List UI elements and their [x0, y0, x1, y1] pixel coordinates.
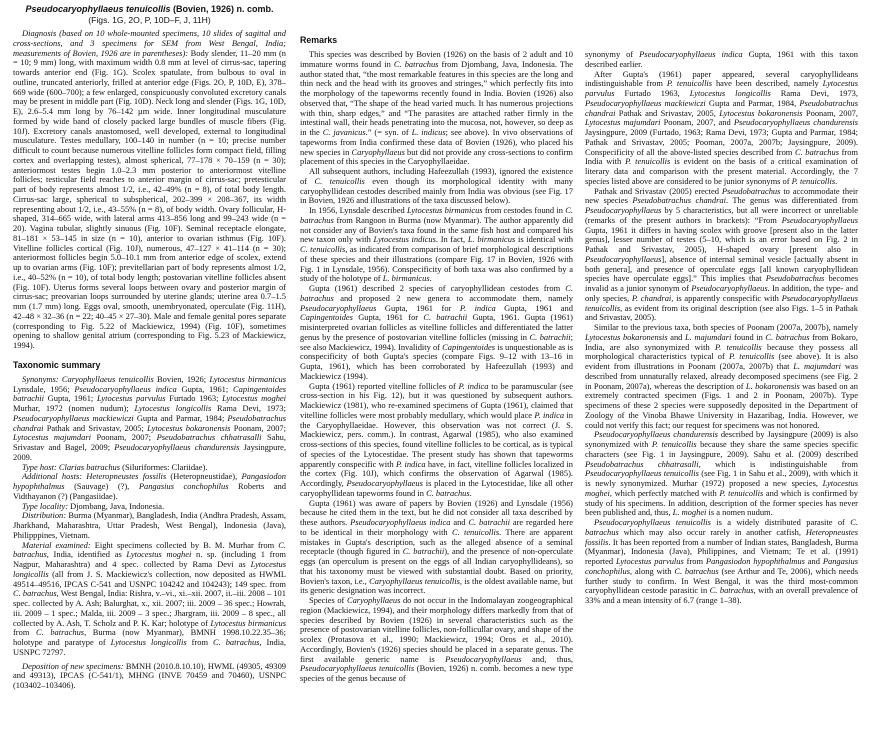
italic-text: L. majumdari [793, 361, 841, 371]
text-run: and which is confirmed by study of his specimens. In addition, description of the former species has never been published and, thus, [585, 487, 858, 518]
remarks-paragraph [585, 187, 858, 324]
text-run: have, in fact, vitelline follicles localized in the cortex (Fig. 10J), which confirms the observation of Agarwal (1985). Accordingly, [300, 458, 573, 488]
text-run: , which is indistinguishable from [698, 458, 858, 469]
italic-text: C. batrachus [585, 517, 858, 537]
text-run: is identical with [515, 234, 573, 245]
italic-text: Caryophyllaeus [351, 146, 405, 157]
italic-text: C. batrachus [709, 585, 754, 596]
text-run: from India with [585, 146, 858, 167]
italic-text: Distribution: [22, 510, 67, 521]
text-run: Gupta, 1961 with this taxon described earlier. [585, 49, 858, 69]
italic-text: Pseudobatrachus chhatrasalli [156, 432, 262, 443]
italic-text: C. batrachus [36, 627, 85, 638]
italic-text: Pseudobatrachus chhatrasalli [585, 458, 699, 469]
italic-text: P. tenuicollis [728, 351, 775, 362]
italic-text: Pseudocaryophyllaeus [300, 302, 377, 313]
species-title [13, 4, 286, 15]
text-run: and proposed 2 new genera to accommodate them, namely [333, 292, 573, 303]
text-run: , as indicated from comparison of brief morphological descriptions of these species and their illustrations (compare Fig. 17 in Bovien, 1926 with Fig. 1 in Lynsdale, 1956). Conspecificity of both taxa was also confirmed by a study of the holotype of [300, 244, 573, 284]
text-run: (Bovien, 1926) n. comb. becomes a new type species of the genus because of [300, 663, 573, 683]
text-run: Gupta (1961) reported vitelline follicles of [309, 380, 459, 391]
text-run: Eight specimens collected by B. M. Murhar from [90, 539, 279, 550]
remarks-paragraph [300, 206, 573, 284]
text-run: to be paramuscular (see cross-section in his Fig. 12), but it was questioned by subsequent authors. Mackiewicz (1981), who re-examined specimens of Gupta (1961), claimed that vitelline follicles were most probably medullary, which would place [300, 380, 573, 420]
material-examined-paragraph [13, 541, 286, 658]
deposition-paragraph [13, 662, 286, 691]
text-run: , which perfectly matched with [609, 487, 720, 498]
italic-text: Type host: Clarias batrachus [22, 461, 121, 472]
text-run: Gupta, 1961; [176, 383, 234, 394]
italic-text: Lytocestus longicollis [689, 88, 771, 98]
italic-text: P. tenuicollis [719, 487, 764, 498]
italic-text: C. batrachus [13, 539, 286, 560]
italic-text: Capingentoides [300, 312, 353, 323]
text-run: and [450, 517, 469, 527]
italic-text: Synonyms: Caryophyllaeus tenuicollis [22, 373, 154, 384]
remarks-paragraph [300, 499, 573, 597]
italic-text: Caryophyllaeus tenuicollis [369, 575, 460, 586]
italic-text: Pangasius conchophilus [138, 481, 229, 491]
italic-text: C. tenuicollis [314, 175, 365, 186]
italic-text: C. batrachii [529, 331, 571, 342]
text-run: from [186, 637, 213, 647]
italic-text: Capingentoides [442, 341, 496, 352]
italic-text: Lytocestus bokaronensis [585, 331, 668, 342]
italic-text: Lytocestus birmanicus [406, 205, 483, 215]
italic-text: Pseudocaryophyllaeus mackiewiczi [585, 97, 706, 108]
remarks-paragraph [300, 284, 573, 382]
text-run: . [429, 273, 432, 284]
italic-text: C. batrachus [426, 487, 470, 498]
text-run: by 5 characteristics, but all were incorrect or unreliable (remarks of the present authors in brackets): “From [585, 205, 858, 225]
text-run: All subsequent authors, including Hafeezullah (1993), ignored the existence of [300, 166, 573, 186]
italic-text: P. indica [395, 458, 426, 469]
italic-text: Pseudobatrachus [765, 273, 825, 284]
text-run: Bovien, 1926; [153, 373, 210, 384]
italic-text: Heteropneustes fossilis [585, 526, 858, 547]
text-run: and [804, 556, 823, 566]
text-run: from Rangoon in Burma (now Myanmar). The author apparently did not consider any of Bovien's taxa found in the same fish host and compared his new taxon only with [300, 214, 573, 245]
italic-text: Pseudocaryophyllaeus [445, 653, 522, 664]
text-run: After Gupta's (1961) paper appeared, several caryophyllideans indistinguishable from [585, 68, 858, 89]
text-run: Gupta (1961) was aware of papers by Bovien (1926) and Lynsdale (1956) because he cited them in the text, but he did not consider all taxa described by these authors. [300, 497, 573, 527]
remarks-paragraph [585, 323, 858, 430]
text-run: This species was described by Bovien (1926) on the basis of 2 adult and 10 immature worms found in [300, 49, 573, 69]
italic-text: Pseudocaryophyllaeus tenuicollis [585, 292, 858, 313]
italic-text: Lytocestus parvulus [585, 78, 858, 98]
text-run: from Djombang, Java, Indonesia. The author stated that, “the most remarkable features in this species are the long and thin neck and the head with its grooves and stringes,” which perfectly fits into the morphology of the tapeworms recently found in India. Bovien (1926) also observed that, “The shape of the head varied much. It has numerous projections with thin, sharp edges,” and “The parasites are attached rather firmly in the intestinal wall, their heads penetrating into the mucosa, not, however, so deep as in the [300, 58, 573, 137]
italic-text: Pseudocaryophyllaeus [346, 478, 423, 488]
text-run: ), and the presence of non-operculate eggs (an operculum is present on the eggs of all Indian caryophyllideans), so that his taxonomy must be viewed with substantial doubt. Based on priority, Bovien's taxon, i.e., [300, 546, 573, 586]
italic-text: Deposition of new specimens: [22, 660, 124, 671]
text-run: synonymy of [585, 49, 640, 59]
italic-text: Pseudocaryophyllaeus [585, 205, 662, 215]
text-run: is evident on the basis of a critical examination of literary data and comparison with the present material. Accordingly, the 7 species listed above are considered to be junior synonyms of [585, 156, 858, 186]
text-run: ; see above). In vivo observations of tapeworms from India confirmed these data of Bovien (1926), who placed his new species in [300, 127, 573, 157]
italic-text: P. chandrai [631, 292, 672, 303]
text-run: Poonam, 2007; [230, 422, 286, 433]
italic-text: Lytocestus majumdari [585, 117, 661, 128]
text-run: Poonam, 2007; [90, 432, 157, 443]
text-run: Pathak and Srivastav, 2005; [43, 422, 148, 433]
italic-text: Pseudocaryophyllaeus indica [639, 49, 743, 59]
text-run: . [835, 175, 838, 186]
text-run: in the Caryophyllaeidae. However, this observation was not correct (J. S. Mackiewicz, pers. comm.). In contrast, Agarwal (1985), who also examined cross-sections of this species, found vitelline follicles to be cortical, as is typical of species of the Lytocestidae. The present study has shown that tapeworms apparently conspecific with [300, 409, 573, 469]
text-run: Furtado 1963, [614, 88, 690, 98]
text-run: found in [731, 331, 766, 342]
italic-text: C. batrachus [674, 565, 719, 576]
text-run: , is the oldest available name, but its generic designation was incorrect. [300, 575, 573, 596]
italic-text: P. tenuicollis [791, 175, 836, 186]
text-run: BMNH (2010.8.10.10), HWML (49305, 49309 and 49313), IPCAS (C-541/1), MHNG (INVE 70459 and 70460), USNPC (103402–103406). [13, 660, 287, 690]
italic-text: Pangasius conchophilus [585, 556, 858, 576]
text-run: Pathak and Srivastav, 2005, [615, 107, 720, 118]
text-run: (Siluriformes: Clariidae). [120, 461, 208, 472]
text-run: Gupta, 1961 for [376, 302, 460, 313]
italic-text: C. batrachus [765, 331, 810, 342]
remarks-paragraph [300, 50, 573, 167]
text-run: Murhar, 1972 (nomen nudum); [13, 403, 135, 413]
text-run: Similar to the previous taxa, both species of Poonam (2007a, 2007b), namely [594, 322, 858, 332]
text-run: .” (= syn. of [365, 127, 412, 137]
text-run: Gupta, 1961 it differs in having scolex with groove [present also in the latter genus], lesser number of testes (5–10, which is an error based on Fig. 2 in Pathak and Srivastav, 2005), H-shaped ovary [present also in [585, 224, 858, 254]
text-run: because they possess all morphological characteristics typical of [585, 341, 859, 362]
right-column [585, 50, 858, 606]
text-run: Rama Devi, 1973; [211, 403, 286, 413]
text-run: . [469, 487, 472, 498]
italic-text: Lytocestus longicollis [110, 637, 187, 647]
text-run: , Burma (now Myanmar), BMNH 1998.10.22.35–36; holotype and paratype of [13, 627, 286, 647]
remarks-paragraph [585, 430, 858, 518]
text-run: , West Bengal, India: Rishra, v.–vi., xi.–xii. 2007, ii.–iii. 2008 – 101 spec. collected by A. Ash; Balurghat, x., xii. 2007; iii. 2009 – 36 spec.; Howrah, iii. 2009 – 1 spec.; Malda, iii. 2009 – 3 spec.; Jhargram, iii. 2009 – 8 spec., all collected by A. Ash, T. Scholz and P. K. Kar; holotype of [13, 588, 286, 628]
text-run: (see Fig. 1 in Sahu et al., 2009), with which it is newly synonymized. Murhar (1972) proposed a new species, [585, 468, 858, 488]
italic-text: P. tenuicollis [625, 156, 671, 167]
text-run: from cestodes found in [482, 205, 566, 215]
italic-text: Pseudobatrachus chandrai [632, 195, 726, 206]
text-run: to accommodate their new species [585, 185, 858, 206]
italic-text: C. batrachii [423, 312, 468, 323]
text-run: Gupta, 1961 and [495, 302, 573, 313]
italic-text: Type locality: [22, 500, 68, 511]
text-run: Gupta and Parmar, 1984, [705, 97, 800, 108]
text-run: . In fact, [435, 234, 468, 245]
text-run: . The genus was differentiated from [725, 195, 858, 206]
italic-text: Pseudocaryophyllaeus indica [74, 383, 177, 394]
italic-text: Lytocestus parvulus [96, 393, 166, 404]
remarks-paragraph-continued [585, 50, 858, 70]
text-run: Jaysingpure, 2009. [13, 442, 287, 462]
text-run: Pathak and Srivastav (2005) erected [594, 185, 722, 196]
text-run: . It has been reported from a number of Indian states, Bangladesh, Burma (Myanmar), Indonesia (Java), Philippines, and Vietnam; Te et al. (1991) reported [585, 536, 858, 566]
text-run: , as evident from its original description (see also Figs. 1–5 in Pathak and Srivastav, 2005). [585, 302, 858, 323]
text-run: Body slender, 11–20 mm (n = 10; 9 mm) long, with maximum width 0.8 mm at level of cirrus-sac, tapering towards anterior end (Fig. 1G). Scolex spatulate, from bulbous to oval in outline, truncated anteriorly, frilled at anterior edge (Figs. 2O, P, 10D, E), 378–669 wide (600–700); a few enlarged, conspicuously convoluted excretory canals may be present in middle part (Fig. 10D). Neck long and slender (Figs. 1G, 10D, E), 2.6–5.4 mm long by 76–142 µm wide. Inner longitudinal musculature formed by wide band of closely packed large bundles of muscle fibers (Fig. 10J). Excretory canals anastomosed, well developed, external to longitudinal musculature. Testes medullary, 100–140 in number (n = 10; precise number difficult to count because numerous vitelline follicles form compact field, filling cortex and overlapping testes), almost spherical, 77–178 × 70–159 (n = 30); anteriormost testes begin 1.0–2.3 mm posterior to anteriormost vitelline follicles; testicular field reaches to anterior margin of cirrus-sac; pretesticular part of body represents almost 1/2, i.e., 42–49% (n = 8), of total body length. Cirrus-sac large, spherical to subspherical, 202–399 × 208–367, its width representing about 1/2, i.e., 43–55% (n = 8), of body width. Ovary follicular, H-shaped, 314–665 wide, with lateral arms 413–856 long and 99–243 wide (n = 20). Vagina tubular, slightly sinuous (Fig. 10F). Seminal receptacle elongate, 81–181 × 53–145 in size (n = 10), anterior to ovarian isthmus (Fig. 10F). Vitelline follicles cortical (Fig. 10J), numerous, 47–127 × 41–114 (n = 30); anteriormost follicles begin 5.0–10.1 mm from anterior edge of scolex, extend up to ovarian arms (Fig. 10F); previtellarian part of body represents almost 1/2, i.e., 40–52% (n = 10), of total body length; postovarian vitelline follicles absent (Fig. 10F). Uterus forms several loops between ovary and posterior margin of cirrus-sac; preovarian loops surrounded by uterine glands; uterine area 0.7–1.5 mm (1.7 mm) long. Eggs oval, smooth, unembryonated, operculate (Fig. 11H), 42–48 × 32–36 (n = 22; 40–45 × 27–30). Male and female genital pores separate (corresponding to Fig. 5.22 of Mackiewicz, 1994) (Fig. 10F), sometimes opening to shallow genital atrium (corresponding to Fig. 5.23 of Mackiewicz, 1994). [13, 47, 286, 350]
italic-text: Pangasiodon hypophthalmus [13, 471, 286, 491]
italic-text: Pseudocaryophyllaeus [585, 253, 662, 264]
remarks-paragraph [300, 596, 573, 684]
remarks-heading: Remarks [300, 35, 338, 45]
left-column [13, 4, 286, 691]
text-run: Gupta, 1961; [43, 393, 97, 404]
italic-text: L. indicus [411, 127, 446, 137]
text-run: , India, USNPC 72797. [13, 637, 286, 657]
text-run: (see above). It is also evident from illustrations in Poonam (2007a, 2007b) that [585, 351, 859, 371]
additional-hosts-paragraph [13, 472, 286, 501]
text-run: (see Arthur and Te, 2006), which needs further study to confirm. In West Bengal, it was the third most-common caryophyllidean cestode parasitic in [585, 565, 859, 596]
italic-text: Pseudocaryophyllaeus [691, 283, 768, 293]
text-run: ], absence of internal seminal vesicle [actually absent in both genera], and presence of operculate eggs [all known caryophyllidean species have operculate eggs].” This implies that [585, 253, 858, 284]
italic-text: L. birmanicus [467, 234, 516, 245]
text-run: Gupta (1961) described 2 species of caryophyllidean cestodes from [309, 283, 566, 293]
italic-text: L. birmanicus [382, 273, 430, 284]
text-run: In 1956, Lynsdale described [309, 205, 407, 215]
species-title-authority: (Bovien, 1926) n. comb. [170, 4, 274, 14]
text-run: (Sauvage) (?), [64, 481, 139, 491]
remarks-paragraph [585, 518, 858, 606]
text-run: have been described, namely [712, 78, 823, 89]
text-run: is unquestionable as is conspecificity of both Gupta's species (compare Figs. 9–12 with 13–16 in Gupta, 1961), which has been corroborated by Hafeezullah (1993) and Mackiewicz (1994). [300, 341, 573, 381]
italic-text: Lytocestus birmanicus [210, 617, 286, 628]
italic-text: Lytocestus moghei [126, 549, 192, 560]
italic-text: P. indica [534, 409, 565, 420]
text-run: Species of [309, 595, 347, 605]
italic-text: Pseudocaryophyllaeus tenuicollis [594, 517, 711, 527]
text-run: from Bokaro, India, are also synonymized with [585, 331, 858, 352]
italic-text: Pangasiodon hypophthalmus [705, 556, 805, 566]
italic-text: C. javanicus [322, 127, 366, 137]
text-run: ; see also Mackiewicz, 1994). Invalidity of [300, 331, 573, 352]
italic-text: C. batrachii [402, 546, 445, 557]
text-run: was described from unnaturally relaxed, already decomposed specimens (see Fig. 2 in Poonam, 2007a), whereas the description of [585, 361, 858, 391]
middle-column [300, 35, 573, 684]
text-run: Gupta, 1961. Gupta (1961) misinterpreted ovarian follicles as vitelline follicles and differentiated the latter genus by the presence of postovarian vitelline follicles (missing in [300, 312, 573, 342]
italic-text: C. batrachus [794, 146, 840, 157]
italic-text: P. tenuicollis [715, 341, 762, 352]
text-run: Rama Devi, 1973, [770, 88, 858, 98]
text-run: are regarded here to be identical in their morphology with [300, 517, 573, 537]
text-run: which may also occur rarely in another catfish, [618, 526, 806, 537]
italic-text: Pseudocaryophyllaeus indica [350, 517, 451, 527]
italic-text: C. tenuicollis [451, 526, 500, 537]
italic-text: Lytocestus longicollis [13, 559, 286, 579]
text-run: and [667, 331, 685, 342]
italic-text: Pseudocaryophyllaeus chandurensis [114, 442, 240, 452]
italic-text: Pseudocaryophyllaeus mackiewiczi [13, 412, 134, 423]
remarks-paragraph [300, 167, 573, 206]
text-run: Gupta and Parmar, 1984; [133, 412, 228, 423]
text-run: , with an overall prevalence of 33% and a mean intensity of 6.7 (range 1–38). [585, 585, 858, 605]
italic-text: Pseudobatrachus chandrai [585, 97, 858, 118]
italic-text: P. indica [459, 302, 496, 313]
text-run: Poonam, 2007, [802, 107, 858, 118]
text-run: (all from J. S. Mackiewicz's collection, now deposited as HWML 49514–49516, IPCAS C-541 and USNPC 104242 and 104243); 149 spec. from [13, 568, 286, 589]
text-run: because they share the same species specific characters (see Fig. 1 in Jaysingpure, 2009). Sahu et al. (2009) described [585, 439, 858, 459]
text-run: even though its morphological identity with many caryophyllidean cestodes described mainly from India was obvious (see Fig. 17 in Bovien, 1926 and illustrations of the taxa discussed below). [300, 175, 574, 206]
figure-references: (Figs. 1G, 2O, P, 10D–F, J, 11H) [88, 15, 211, 25]
text-run: is a nomen nudum. [706, 507, 773, 518]
italic-text: Material examined: [22, 539, 91, 550]
italic-text: C. batrachus [212, 637, 260, 647]
italic-text: Lytocestus birmanicus [209, 373, 286, 384]
text-run: do not occur in the Indomalayan zoogeographical region (Mackiewicz, 1994), and their morphology differs markedly from that of species described by Bovien (1926) in several characteristics such as the presence of postovarian vitelline follicles, non-follicullar ovary, and shape of the scolex (Protasova et al., 1990; Mackiewicz, 1994; Oros et al., 2010). Accordingly, Bovien's (1926) species should be placed in a separate genus. The first available generic name is [300, 595, 573, 664]
text-run: Lynsdale, 1956; [13, 383, 75, 394]
italic-text: Pseudobatrachus chandrai [13, 412, 286, 433]
text-run: Gupta, 1961 for [352, 312, 424, 323]
species-title-name: Pseudocaryophyllaeus tenuicollis [25, 4, 171, 14]
text-run: Roberts and Vidthayanon (?) (Pangasiidae). [13, 481, 286, 501]
text-run: was based on an extremely contracted specimen (Figs. 1 and 2 in Poonam, 2007b). Type specimens of these 2 species were supposedly deposited in the Department of Zoology of the Vinoba Bhawe University in Hazaribag, India. However, we could not verify this fact; our request for specimens was not honored. [585, 380, 858, 430]
text-run: Poonam, 2007, and [660, 117, 734, 128]
italic-text: Pseudocaryophyllaeus tenuicollis [300, 663, 415, 674]
remarks-paragraph [585, 70, 858, 187]
text-run: , India, identified as [46, 549, 127, 560]
text-run: n. sp. (including 1 from Nagpur, Maharashtra) and 4 spec. collected by Rama Devi as [13, 549, 286, 569]
italic-text: L. bokaronensis [745, 380, 800, 391]
italic-text: P. tenuicollis [666, 78, 713, 89]
text-run: Jaysingpure, 2009 (Furtado, 1963; Rama Devi, 1973; Gupta and Parmar, 1984; Pathak and Srivastav, 2005; Pooman, 2007a, 2007b; Jaysingpure, 2009). Conspecificity of all the above-listed species described from [585, 127, 858, 157]
italic-text: P. tenuicollis [651, 439, 697, 449]
italic-text: L. majumdari [684, 331, 732, 342]
text-run: . In addition, the type- and only species, [585, 283, 858, 303]
italic-text: C. tenuicollis [300, 244, 346, 254]
text-run: becomes invalid as a junior synonym of [585, 273, 858, 293]
italic-text: L. moghei [672, 507, 707, 518]
text-run: and, thus, [521, 653, 573, 664]
text-run: from [683, 556, 706, 566]
italic-text: Lytocestus moghei [222, 393, 287, 404]
taxonomic-summary-heading: Taxonomic summary [13, 359, 101, 370]
italic-text: C. batrachus [300, 283, 573, 303]
italic-text: Lytocestus majumdari [13, 432, 91, 443]
italic-text: Pseudocaryophyllaeus tenuicollis [585, 468, 699, 479]
distribution-paragraph [13, 511, 286, 540]
text-run: , is apparently conspecific with [671, 292, 782, 303]
text-run: from [13, 627, 36, 638]
italic-text: Lytocestus longicollis [134, 403, 212, 413]
italic-text: C. batrachus [393, 58, 439, 69]
italic-text: Lytocestus parvulus [615, 556, 684, 566]
italic-text: P. indica [458, 380, 489, 391]
text-run: described by Jaysingpure (2009) is also synonymized with [585, 429, 858, 449]
italic-text: Diagnosis (based on 10 whole-mounted specimens, 10 slides of sagittal and cross-sections, and 3 specimens for SEM from West Bengal, India; measurements of Bovien, 1926 are in parentheses): [13, 28, 286, 58]
text-run: is placed in the Lytocestidae, like all other caryophyllidean tapeworms found in [300, 478, 573, 498]
diagnosis-paragraph [13, 29, 286, 351]
italic-text: Caryophyllaeus [346, 595, 401, 605]
remarks-paragraph [300, 382, 573, 499]
text-run: , along with [630, 565, 675, 576]
italic-text: C. batrachus [13, 588, 57, 599]
italic-text: C. batrachii [468, 517, 510, 527]
text-run: is a widely distributed parasite of [710, 517, 851, 527]
text-run: Sahu, Srivastav and Bagel, 2009; [13, 432, 287, 452]
text-run: but did not provide any cross-sections to confirm placement of this species in the Caryophyllaeidae. [300, 146, 573, 167]
italic-text: Capingentoides batrachii [13, 383, 286, 404]
italic-text: Lytocestus moghei [585, 478, 858, 498]
synonyms-paragraph [13, 375, 286, 463]
italic-text: Pseudobatrachus [721, 185, 781, 196]
italic-text: Pseudocaryophyllaeus [781, 214, 858, 225]
italic-text: Additional hosts: Heteropneustes fossilis [22, 471, 167, 482]
text-run: Burma (Myanmar), Bangladesh, India (Andhra Pradesh, Assam, Jharkhand, Maharashtra, Uttar Pradesh, West Bengal), Indonesia (Java), Philipppines, Vietnam. [13, 510, 286, 540]
italic-text: Lytocestus bokaronensis [147, 422, 231, 433]
italic-text: C. batrachus [300, 205, 573, 225]
text-run: Furtado 1963; [165, 393, 223, 404]
text-run: Djombang, Java, Indonesia. [68, 500, 165, 511]
italic-text: Lytocestus indicus [373, 234, 436, 245]
italic-text: Pseudocaryophyllaeus chandurensis [733, 117, 858, 128]
italic-text: Pseudocaryophyllaeus chandurensis [594, 429, 718, 440]
italic-text: Lytocestus bokaronensis [719, 107, 803, 118]
text-run: (Heteropneustidae), [166, 471, 242, 482]
text-run: . There are apparent mistakes in Gupta's description, such as the alleged absence of a seminal receptacle (though figured in [300, 526, 573, 557]
